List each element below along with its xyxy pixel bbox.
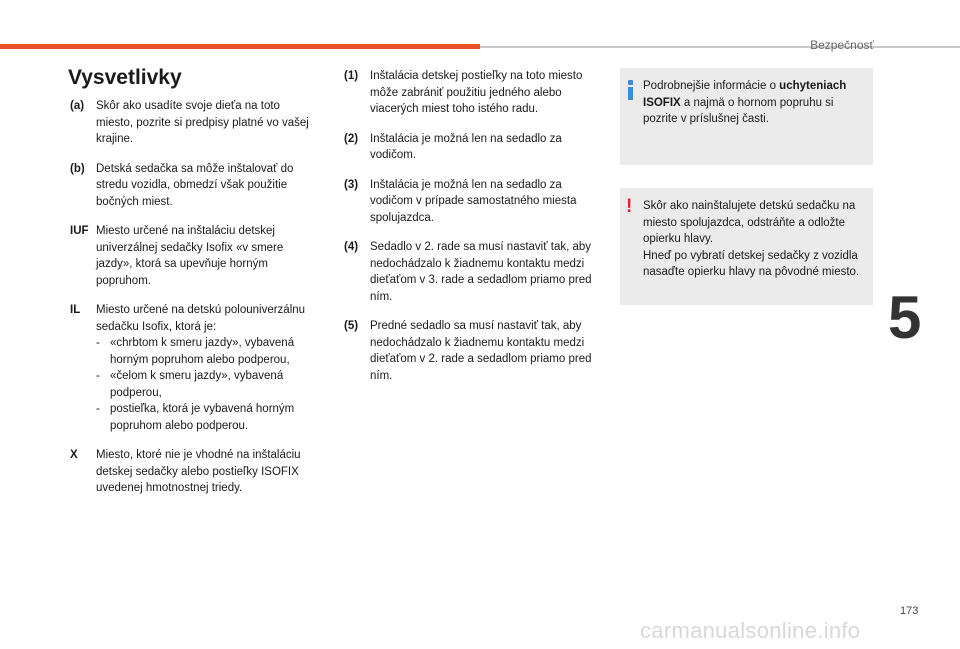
legend-key: (b): [70, 162, 85, 175]
legend-key: IL: [70, 304, 81, 316]
legend-text: Inštalácia je možná len na sedadlo za vodičom v prípade samostatného miesta spolujazdca.: [370, 178, 577, 224]
header-rule: [480, 46, 960, 48]
warning-box: [620, 188, 873, 305]
info-text: [643, 78, 863, 128]
legend-key: (3): [344, 178, 359, 191]
legend-entry-1: [344, 68, 596, 118]
legend-entry-iuf: [70, 223, 320, 289]
info-text-start: Podrobnejšie informácie o: [643, 80, 780, 92]
legend-key: IUF: [70, 225, 89, 237]
legend-column-middle: [344, 68, 596, 397]
legend-key: X: [70, 449, 78, 461]
list-item-text: postieľka, ktorá je vybavená horným popruhom alebo podperou.: [110, 403, 295, 432]
list-item-text: «čelom k smeru jazdy», vybavená podperou,: [110, 370, 284, 399]
legend-entry-b: [70, 161, 320, 211]
legend-text: Miesto určené na detskú polouniverzálnu sedačku Isofix, ktorá je:: [96, 304, 306, 333]
info-text-bold: uchyteniach ISOFIX: [643, 80, 847, 109]
watermark: carmanualsonline.info: [640, 618, 861, 643]
legend-text: Inštalácia detskej postieľky na toto miesto môže zabrániť použitiu jedného alebo viacerých miest toho istého radu.: [370, 70, 583, 115]
legend-text: Miesto, ktoré nie je vhodné na inštaláciu detskej sedačky alebo postieľky ISOFIX uvedenej hmotnostnej triedy.: [96, 449, 301, 494]
legend-entry-4: [344, 239, 596, 305]
dash-bullet: -: [96, 337, 100, 349]
list-item: [96, 368, 320, 401]
legend-entry-x: [70, 447, 320, 497]
page-number: 173: [900, 605, 919, 617]
section-title: Bezpečnosť: [810, 38, 874, 52]
legend-column-left: [70, 98, 320, 510]
exclamation-icon: !: [626, 196, 633, 217]
legend-key: (a): [70, 100, 85, 112]
header-accent-bar: [0, 44, 480, 49]
list-item-text: «chrbtom k smeru jazdy», vybavená horným popruhom alebo podperou,: [110, 337, 295, 366]
legend-text: Detská sedačka sa môže inštalovať do stredu vozidla, obmedzí však použitie bočných miest.: [96, 162, 294, 208]
chapter-number: 5: [888, 284, 922, 351]
info-icon: [628, 80, 634, 100]
legend-heading: Vysvetlivky: [68, 66, 182, 89]
dash-bullet: -: [96, 403, 100, 415]
info-text-end: a najmä o hornom popruhu si pozrite v príslušnej časti.: [643, 96, 834, 125]
dash-list: [96, 335, 320, 434]
legend-entry-5: [344, 318, 596, 384]
legend-text: Miesto určené na inštaláciu detskej univerzálnej sedačky Isofix «v smere jazdy», ktorá sa upevňuje horným popruhom.: [96, 225, 284, 287]
legend-text: Skôr ako usadíte svoje dieťa na toto miesto, pozrite si predpisy platné vo vašej krajine.: [96, 100, 309, 145]
warning-line-2: Hneď po vybratí detskej sedačky z vozidla nasaďte opierku hlavy na pôvodné miesto.: [643, 249, 860, 278]
legend-entry-3: [344, 177, 596, 227]
legend-text: Inštalácia je možná len na sedadlo za vodičom.: [370, 132, 562, 161]
warning-text: [643, 198, 863, 281]
legend-key: (2): [344, 132, 359, 145]
legend-key: (1): [344, 70, 359, 82]
list-item: [96, 401, 320, 434]
legend-text: Sedadlo v 2. rade sa musí nastaviť tak, aby nedochádzalo k žiadnemu kontaktu medzi dieťaťom v 3. rade a sedadlom priamo pred ním.: [370, 241, 592, 303]
legend-text-block: [96, 302, 320, 434]
info-box: [620, 68, 873, 165]
legend-entry-a: [70, 98, 320, 148]
warning-line-1: Skôr ako nainštalujete detskú sedačku na miesto spolujazdca, odstráňte a odložte opierku hlavy.: [643, 200, 856, 245]
legend-key: (4): [344, 241, 359, 253]
legend-entry-2: [344, 131, 596, 164]
legend-text: Predné sedadlo sa musí nastaviť tak, aby nedochádzalo k žiadnemu kontaktu medzi dieťaťom v 2. rade a sedadlom priamo pred ním.: [370, 320, 592, 382]
list-item: [96, 335, 320, 368]
dash-bullet: -: [96, 370, 100, 382]
legend-key: (5): [344, 320, 359, 332]
legend-entry-il: [70, 302, 320, 434]
